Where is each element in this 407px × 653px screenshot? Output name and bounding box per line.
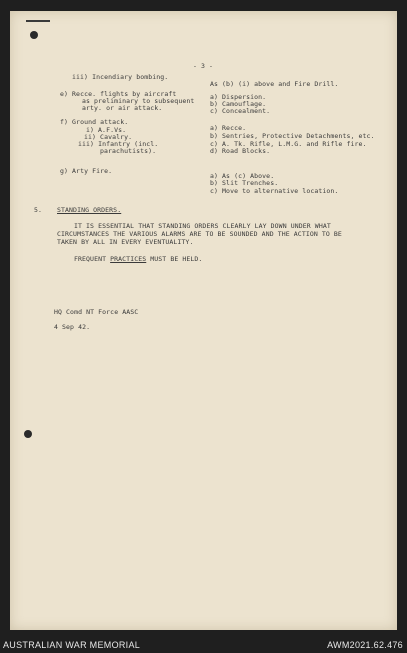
item-right-line: c) A. Tk. Rifle, L.M.G. and Rifle fire.: [210, 140, 367, 148]
item-left-line: f) Ground attack.: [60, 118, 129, 126]
item-left-line: e) Recce. flights by aircraft: [60, 90, 177, 98]
practices-prefix: FREQUENT: [74, 255, 107, 263]
punch-hole-top: [30, 31, 38, 39]
item-left-line: ii) Cavalry.: [84, 133, 133, 141]
footer-institution: AUSTRALIAN WAR MEMORIAL: [3, 640, 141, 650]
practices-word: PRACTICES: [110, 255, 147, 263]
item-right-line: d) Road Blocks.: [210, 147, 271, 155]
signature-unit: HQ Comd NT Force AASC: [54, 308, 139, 316]
footer-reference: AWM2021.62.476: [327, 640, 403, 650]
item-right-line: a) As (c) Above.: [210, 172, 275, 180]
item-right-line: a) Recce.: [210, 124, 247, 132]
page-number: - 3 -: [193, 62, 214, 70]
item-left-line: arty. or air attack.: [82, 104, 163, 112]
item-right-line: b) Camouflage.: [210, 100, 267, 108]
item-right-line: b) Sentries, Protective Detachments, etc.: [210, 132, 375, 140]
document-page: [10, 11, 397, 630]
paragraph-line: IT IS ESSENTIAL THAT STANDING ORDERS CLEARLY LAY DOWN UNDER WHAT: [74, 222, 331, 230]
item-left-line: g) Arty Fire.: [60, 167, 113, 175]
item-left-line: parachutists).: [100, 147, 157, 155]
section-heading: STANDING ORDERS.: [57, 206, 122, 214]
signature-date: 4 Sep 42.: [54, 323, 91, 331]
top-mark: [26, 20, 50, 22]
paragraph-line: CIRCUMSTANCES THE VARIOUS ALARMS ARE TO BE SOUNDED AND THE ACTION TO BE: [57, 230, 342, 238]
archive-footer: [0, 637, 407, 653]
section-number: 5.: [34, 206, 43, 214]
practices-suffix: MUST BE HELD.: [150, 255, 203, 263]
item-right-line: c) Move to alternative location.: [210, 187, 339, 195]
paragraph-line: TAKEN BY ALL IN EVERY EVENTUALITY.: [57, 238, 194, 246]
punch-hole-bottom: [24, 430, 32, 438]
item-left-line: iii) Infantry (incl.: [78, 140, 159, 148]
item-right-line: a) Dispersion.: [210, 93, 267, 101]
item-right-line: As (b) (i) above and Fire Drill.: [210, 80, 339, 88]
item-left-line: as preliminary to subsequent: [82, 97, 195, 105]
item-right-line: c) Concealment.: [210, 107, 271, 115]
item-left-line: iii) Incendiary bombing.: [72, 73, 169, 81]
item-right-line: b) Slit Trenches.: [210, 179, 279, 187]
item-left-line: i) A.F.Vs.: [86, 126, 127, 134]
practices-line: [74, 256, 202, 263]
